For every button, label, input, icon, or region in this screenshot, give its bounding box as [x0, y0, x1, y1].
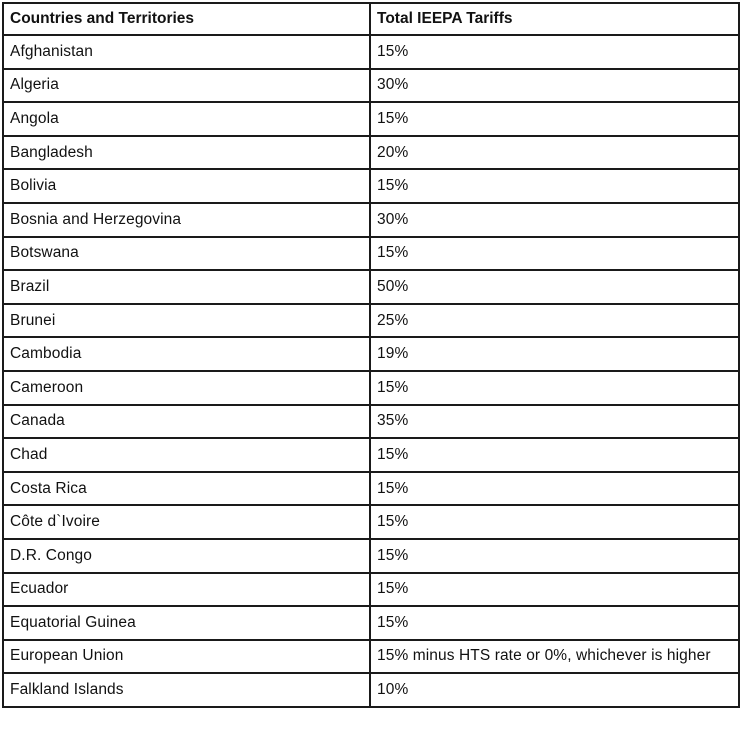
country-cell: D.R. Congo [3, 539, 370, 573]
table-row [3, 640, 739, 674]
country-cell: Costa Rica [3, 472, 370, 506]
country-cell: Bangladesh [3, 136, 370, 170]
tariff-cell: 30% [370, 69, 739, 103]
country-cell: Botswana [3, 237, 370, 271]
table-row [3, 539, 739, 573]
tariff-cell: 15% [370, 371, 739, 405]
country-cell: Algeria [3, 69, 370, 103]
table-row [3, 237, 739, 271]
table-row [3, 203, 739, 237]
table-row [3, 573, 739, 607]
header-countries: Countries and Territories [3, 3, 370, 35]
table-body [3, 35, 739, 707]
table-row [3, 270, 739, 304]
table-row [3, 337, 739, 371]
tariff-cell: 15% [370, 472, 739, 506]
tariff-table [2, 2, 740, 708]
country-cell: Cameroon [3, 371, 370, 405]
country-cell: Côte d`Ivoire [3, 505, 370, 539]
table-row [3, 102, 739, 136]
tariff-cell: 19% [370, 337, 739, 371]
tariff-cell: 15% [370, 35, 739, 69]
tariff-cell: 25% [370, 304, 739, 338]
tariff-cell: 15% [370, 606, 739, 640]
table-row [3, 505, 739, 539]
country-cell: Afghanistan [3, 35, 370, 69]
tariff-cell: 15% [370, 573, 739, 607]
tariff-table-container [2, 2, 740, 708]
country-cell: Canada [3, 405, 370, 439]
country-cell: Equatorial Guinea [3, 606, 370, 640]
country-cell: Chad [3, 438, 370, 472]
tariff-cell: 15% [370, 169, 739, 203]
table-row [3, 169, 739, 203]
tariff-cell: 15% [370, 505, 739, 539]
tariff-cell: 15% [370, 102, 739, 136]
tariff-cell: 20% [370, 136, 739, 170]
table-row [3, 472, 739, 506]
table-row [3, 438, 739, 472]
header-row [3, 3, 739, 35]
table-row [3, 371, 739, 405]
country-cell: Angola [3, 102, 370, 136]
tariff-cell: 15% [370, 237, 739, 271]
table-row [3, 606, 739, 640]
table-row [3, 673, 739, 707]
table-header [3, 3, 739, 35]
tariff-cell: 15% [370, 438, 739, 472]
table-row [3, 35, 739, 69]
country-cell: Brazil [3, 270, 370, 304]
table-row [3, 304, 739, 338]
country-cell: Falkland Islands [3, 673, 370, 707]
tariff-cell: 15% [370, 539, 739, 573]
header-tariffs: Total IEEPA Tariffs [370, 3, 739, 35]
country-cell: Cambodia [3, 337, 370, 371]
country-cell: Ecuador [3, 573, 370, 607]
country-cell: European Union [3, 640, 370, 674]
tariff-cell: 35% [370, 405, 739, 439]
country-cell: Bolivia [3, 169, 370, 203]
table-row [3, 69, 739, 103]
tariff-cell: 15% minus HTS rate or 0%, whichever is higher [370, 640, 739, 674]
table-row [3, 405, 739, 439]
tariff-cell: 50% [370, 270, 739, 304]
table-row [3, 136, 739, 170]
tariff-cell: 10% [370, 673, 739, 707]
country-cell: Brunei [3, 304, 370, 338]
tariff-cell: 30% [370, 203, 739, 237]
country-cell: Bosnia and Herzegovina [3, 203, 370, 237]
